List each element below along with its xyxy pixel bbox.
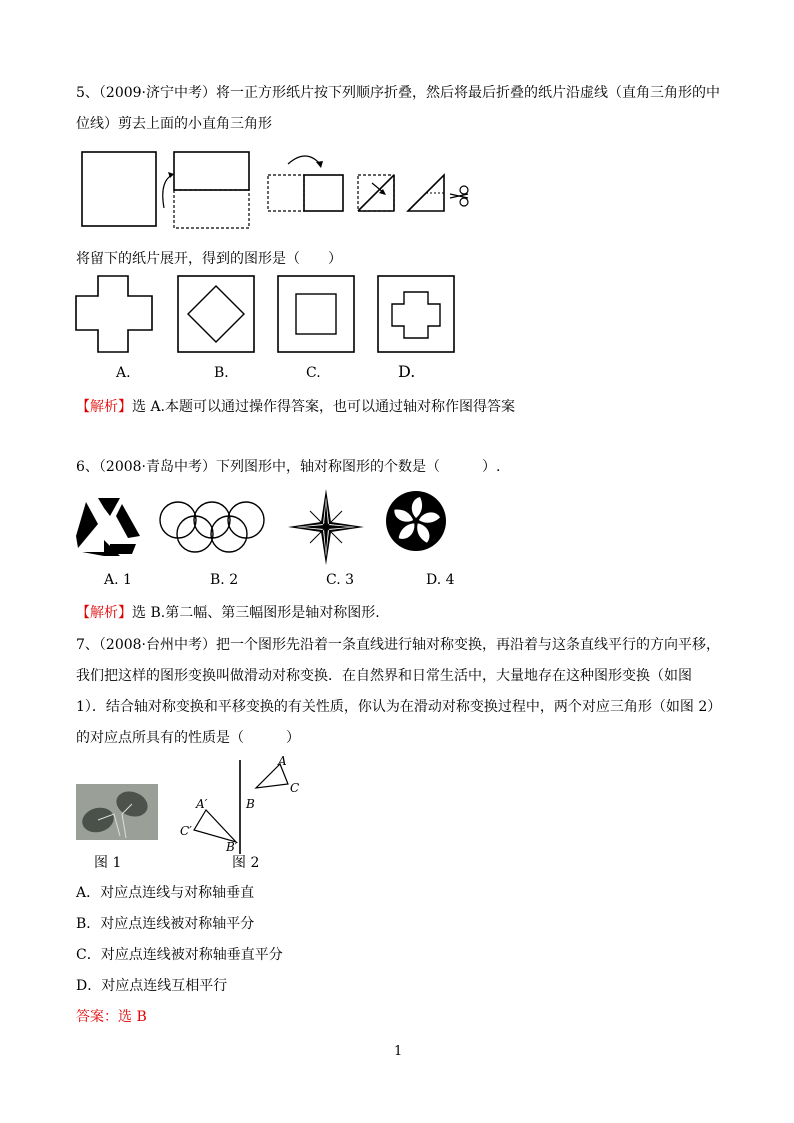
q5-option-b: B. <box>214 365 229 381</box>
q5-option-figures <box>74 274 474 358</box>
figure-2-label-C1: C′ <box>180 824 192 838</box>
q6-analysis <box>76 604 380 622</box>
q5-option-d: D. <box>398 362 416 381</box>
figure-2-label-C: C <box>290 781 300 795</box>
q7-choice-a: A．对应点连线与对称轴垂直 <box>76 885 255 901</box>
figure-2-label-A: A <box>278 754 287 768</box>
figure-2-label-A1: A′ <box>196 797 208 811</box>
q7-line4: 的对应点所具有的性质是（ ） <box>76 730 300 746</box>
compass-star-icon <box>286 487 366 567</box>
q6-option-c: C. 3 <box>326 572 355 588</box>
q6-analysis-text: 选 B.第二幅、第三幅图形是轴对称图形. <box>132 605 380 621</box>
flower-emblem-icon <box>384 489 448 553</box>
q6-line1: 6、（2008·青岛中考）下列图形中，轴对称图形的个数是（ ）. <box>76 459 501 475</box>
q5-line1: 5、（2009·济宁中考）将一正方形纸片按下列顺序折叠，然后将最后折叠的纸片沿虚线（直角三角形的中 <box>76 85 720 101</box>
figure-2-label-B1: B′ <box>226 840 238 854</box>
figure-2-caption: 图 2 <box>232 855 260 871</box>
q6-option-d: D. 4 <box>426 572 455 588</box>
figure-2-label-B: B <box>246 797 255 811</box>
q5-option-c: C. <box>306 365 321 381</box>
q5-line2: 位线）剪去上面的小直角三角形 <box>76 116 272 132</box>
q7-line3: 1）．结合轴对称变换和平移变换的有关性质，你认为在滑动对称变换过程中，两个对应三角形（如图 2） <box>76 699 722 715</box>
q7-choice-d: D．对应点连线互相平行 <box>76 978 228 994</box>
q6-option-a: A. 1 <box>104 572 132 588</box>
q7-answer: 答案：选 B <box>76 1009 147 1025</box>
q6-option-b: B. 2 <box>210 572 239 588</box>
q5-fold-sequence <box>74 148 554 238</box>
olympic-rings-icon <box>156 500 268 554</box>
page-number: 1 <box>394 1044 403 1059</box>
q5-option-a: A. <box>116 365 131 381</box>
leaves-photo <box>76 784 158 840</box>
q5-analysis <box>76 398 515 416</box>
q5-analysis-text: 选 A.本题可以通过操作得答案，也可以通过轴对称作图得答案 <box>132 399 516 415</box>
q7-line2: 我们把这样的图形变换叫做滑动对称变换．在自然界和日常生活中，大量地存在这种图形变换（如图 <box>76 668 692 684</box>
recycle-icon <box>76 496 142 558</box>
q7-choice-c: C．对应点连线被对称轴垂直平分 <box>76 947 283 963</box>
figure-1-caption: 图 1 <box>94 855 122 871</box>
q7-choice-b: B．对应点连线被对称轴平分 <box>76 916 255 932</box>
q5-analysis-tag: 【解析】 <box>76 399 132 415</box>
q6-analysis-tag: 【解析】 <box>76 605 132 621</box>
q5-line3: 将留下的纸片展开，得到的图形是（ ） <box>76 251 342 267</box>
q7-line1: 7、（2008·台州中考）把一个图形先沿着一条直线进行轴对称变换，再沿着与这条直线平行的方向平移， <box>76 637 720 653</box>
